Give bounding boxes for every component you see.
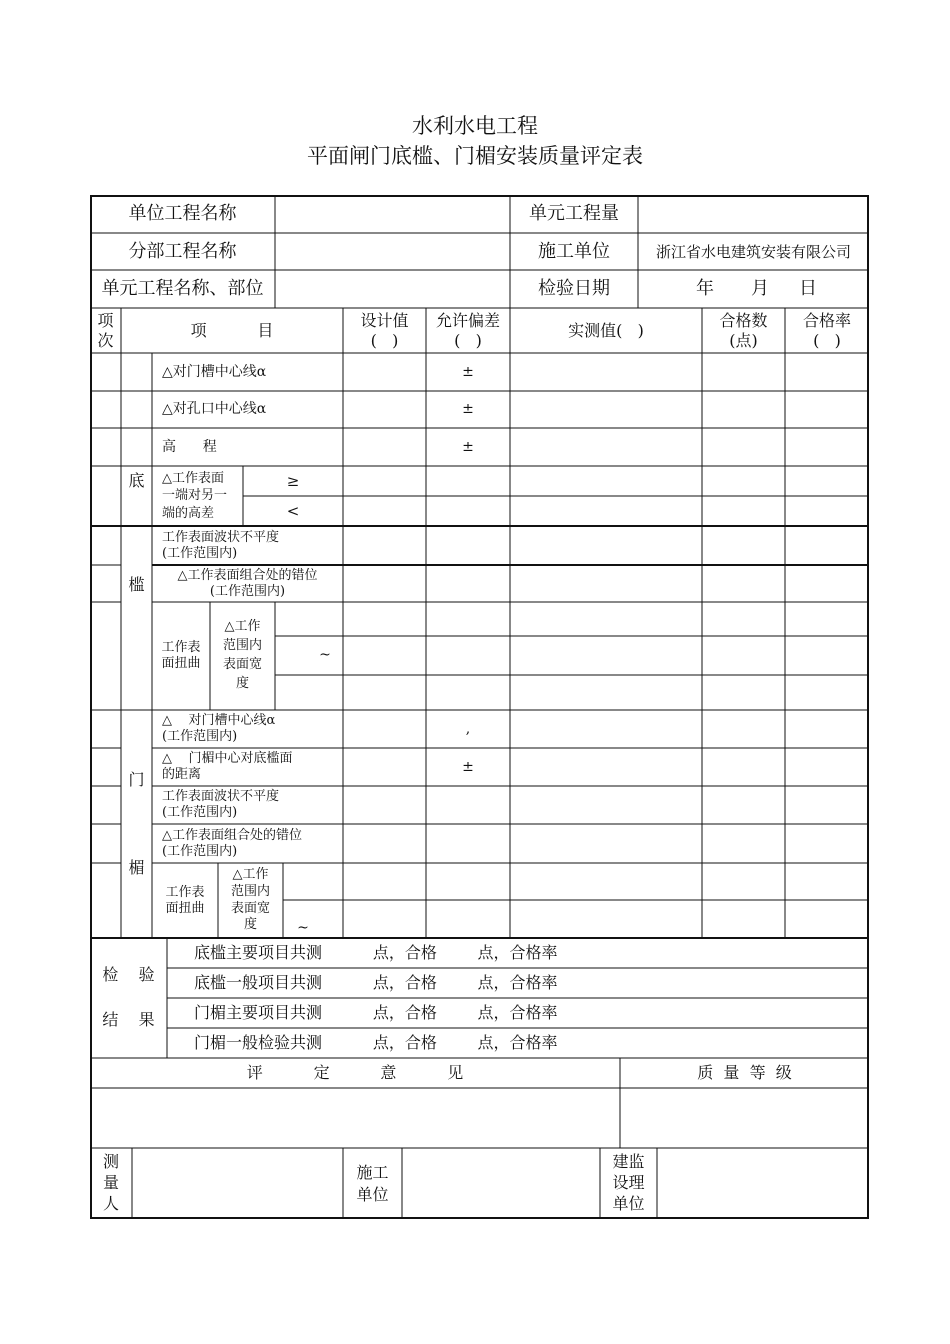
sill-item-surface-twist: 工作表 面扭曲 [161,640,201,671]
col-measured-header: 实测值( ) [568,320,644,340]
result-lintel-general: 门楣一般检验共测 点，合格 点，合格率 [194,1033,558,1053]
construction-unit-label: 施工单位 [538,240,610,262]
col-qualified-count-line-2: (点) [729,330,758,350]
unit-project-name-label: 单位工程名称 [128,203,237,225]
sill-item-surface-waviness: 工作表面波状不平度 (工作范围内) [162,529,280,561]
col-qualified-rate-line-1: 合格率 [802,311,851,331]
sill-item-slot-center: △对门槽中心线α [162,363,267,380]
col-qualified-rate-header [785,308,869,353]
lintel-item-surface-waviness: 工作表面波状不平度 (工作范围内) [162,789,280,820]
sill-item-twist-width: △工作 范围内 表面宽 度 [222,619,262,691]
division-project-name-field[interactable] [275,233,510,270]
construction-unit-sign-label: 施工 单位 [356,1162,389,1204]
lintel-item-twist-width: △工作 范围内 表面宽 度 [230,866,270,933]
lintel-item-slot-center: △ 对门槽中心线α (工作范围内) [162,713,276,744]
form-table [90,195,869,1219]
sill-item-hole-center: △对孔口中心线α [162,401,267,418]
unit-quantity-label: 单元工程量 [529,203,619,225]
sill-group-char-1: 底 [128,471,145,491]
lintel-item-joint-misalignment: △工作表面组合处的错位 (工作范围内) [162,827,302,859]
lintel-tolerance-distance-to-sill: ± [462,758,474,775]
unit-quantity-field[interactable] [638,195,869,233]
sill-item-elevation: 高 程 [162,438,217,455]
lintel-group-char-1: 门 [128,770,145,790]
col-qualified-count-header [702,308,785,353]
col-tolerance-line-1: 允许偏差 [435,311,500,331]
supervision-unit-signature-field[interactable] [657,1148,869,1219]
col-item-no-header [90,308,121,353]
division-project-name-label: 分部工程名称 [128,240,237,262]
construction-unit-field[interactable]: 浙江省水电建筑安装有限公司 [655,242,851,261]
col-tolerance-line-2: ( ) [454,330,482,350]
sill-group-char-2: 槛 [128,575,145,595]
measurer-label: 测 量 人 [102,1152,119,1213]
col-design-value-line-2: ( ) [370,330,399,350]
element-name-field[interactable] [275,270,510,308]
sill-twist-range: ~ [319,647,331,664]
measurer-signature-field[interactable] [132,1148,343,1219]
results-label-line-2: 结 果 [102,1010,155,1030]
col-item-no-line-2: 次 [97,330,114,350]
result-sill-main: 底槛主要项目共测 点，合格 点，合格率 [194,943,558,963]
lintel-item-surface-twist: 工作表 面扭曲 [165,884,205,916]
sill-tolerance-elevation: ± [462,438,474,455]
result-lintel-main: 门楣主要项目共测 点，合格 点，合格率 [194,1003,558,1023]
evaluation-opinion-field[interactable] [90,1088,620,1148]
col-qualified-count-line-1: 合格数 [719,311,768,331]
lintel-group-char-2: 楣 [128,858,145,878]
sill-end-height-diff-ge: ≥ [286,472,300,490]
element-name-label: 单元工程名称、部位 [101,278,264,300]
inspection-date-label: 检验日期 [538,278,610,300]
lintel-item-distance-to-sill: △ 门楣中心对底槛面 的距离 [162,751,293,782]
date-day: 日 [799,278,817,300]
sill-tolerance-hole-center: ± [462,401,474,418]
col-item-no-line-1: 项 [97,311,114,331]
form-title-line-2: 平面闸门底槛、门楣安装质量评定表 [307,144,643,168]
quality-grade-label: 质 量 等 级 [697,1063,792,1083]
sill-item-joint-misalignment: △工作表面组合处的错位 (工作范围内) [177,567,318,599]
sill-end-height-diff-lt: < [286,502,300,520]
sill-tolerance-slot-center: ± [462,363,474,380]
lintel-twist-range: ~ [297,919,309,936]
result-sill-general: 底槛一般项目共测 点，合格 点，合格率 [194,973,558,993]
col-qualified-rate-line-2: ( ) [813,330,841,350]
col-tolerance-header [426,308,510,353]
results-label-line-1: 检 验 [102,965,155,985]
construction-unit-signature-field[interactable] [402,1148,600,1219]
sill-item-end-height-diff: △工作表面 一端对另一 端的高差 [162,470,228,521]
date-month: 月 [751,278,769,300]
evaluation-opinion-label: 评 定 意 见 [246,1063,464,1083]
col-item-header: 项 目 [190,320,274,340]
quality-grade-field[interactable] [620,1088,869,1148]
date-year: 年 [696,278,714,300]
col-design-value-line-1: 设计值 [360,311,409,331]
unit-project-name-field[interactable] [275,195,510,233]
form-title-line-1: 水利水电工程 [412,114,538,138]
supervision-unit-sign-label: 建监 设理 单位 [612,1152,645,1213]
lintel-tolerance-slot-center: , [465,720,471,737]
col-design-value-header [343,308,426,353]
